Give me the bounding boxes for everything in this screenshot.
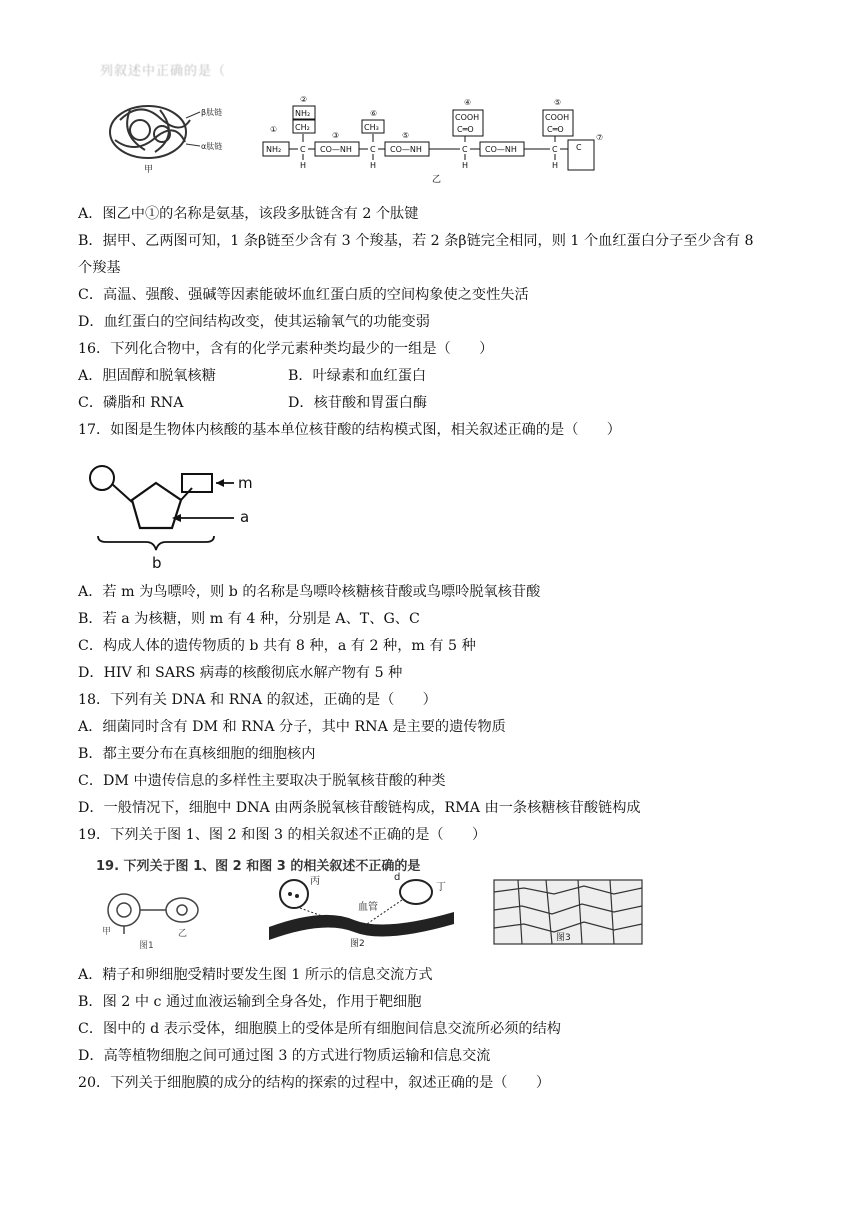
q17-option-c: C．构成人体的遗传物质的 b 共有 8 种，a 有 2 种，m 有 5 种 [78,638,476,654]
q19-option-a: A．精子和卵细胞受精时要发生图 1 所示的信息交流方式 [78,967,433,983]
q15-option-a: A．图乙中①的名称是氨基，该段多肽链含有 2 个肽键 [78,206,419,222]
svg-text:②: ② [300,95,308,104]
brace-b [98,536,214,550]
svg-text:CH₃: CH₃ [364,123,379,132]
svg-text:血管: 血管 [358,902,378,913]
phosphate-group-circle [90,466,114,490]
svg-text:C: C [300,145,306,154]
svg-text:丁: 丁 [436,882,446,893]
svg-text:C: C [576,143,582,152]
svg-text:C═O: C═O [547,125,564,134]
svg-text:NH₂: NH₂ [295,109,311,118]
base-rectangle [182,474,212,492]
q17-option-a: A．若 m 为鸟嘌呤，则 b 的名称是鸟嘌呤核糖核苷酸或鸟嘌呤脱氧核苷酸 [78,584,541,600]
svg-text:NH₂: NH₂ [266,145,282,154]
svg-text:乙: 乙 [178,929,188,939]
q15-option-b-line1: B．据甲、乙两图可知，1 条β链至少含有 3 个羧基，若 2 条β链完全相同，则 1 个血红蛋白分子至少含有 8 [78,233,754,249]
q18-option-b: B．都主要分布在真核细胞的细胞核内 [78,746,316,762]
q15-option-c: C．高温、强酸、强碱等因素能破坏血红蛋白质的空间构象使之变性失活 [78,287,529,303]
q16-option-d: D．核苷酸和胃蛋白酶 [288,395,428,411]
fig-jia-label: 甲 [144,165,154,175]
pentose-pentagon [132,483,181,528]
svg-text:C: C [552,145,558,154]
figure-1 [108,894,198,934]
svg-text:CO—NH: CO—NH [390,145,422,154]
svg-text:CH₂: CH₂ [295,123,310,132]
q16-option-c: C．磷脂和 RNA [78,395,184,411]
q19-stem: 19．下列关于图 1、图 2 和图 3 的相关叙述不正确的是（ ） [78,827,487,843]
figure-hemoglobin-peptide [100,90,620,190]
fig19-header: 19. 下列关于图 1、图 2 和图 3 的相关叙述不正确的是 [96,859,421,874]
fig-yi-label: 乙 [432,175,442,185]
svg-text:C: C [370,145,376,154]
q20-stem: 20．下列关于细胞膜的成分的结构的探索的过程中，叙述正确的是（ ） [78,1075,551,1091]
svg-text:d: d [394,872,401,883]
peptide-chain [263,95,603,185]
svg-text:⑦: ⑦ [596,133,604,142]
label-b: b [152,554,162,572]
svg-text:CO—NH: CO—NH [485,145,517,154]
q17-stem: 17．如图是生物体内核酸的基本单位核苷酸的结构模式图，相关叙述正确的是（ ） [78,422,621,438]
svg-text:COOH: COOH [545,113,570,122]
q19-option-c: C．图中的 d 表示受体，细胞膜上的受体是所有细胞间信息交流所必须的结构 [78,1021,561,1037]
svg-text:CO—NH: CO—NH [320,145,352,154]
q19-option-b: B．图 2 中 c 通过血液运输到全身各处，作用于靶细胞 [78,994,422,1010]
svg-text:⑥: ⑥ [370,109,378,118]
svg-text:H: H [300,161,307,170]
beta-chain-label: β肽链 [201,108,223,117]
fig3-label: 图3 [556,933,571,943]
label-m: m [238,474,253,492]
svg-text:H: H [462,161,469,170]
q18-option-a: A．细菌同时含有 DM 和 RNA 分子，其中 RNA 是主要的遗传物质 [78,719,506,735]
svg-text:⑤: ⑤ [554,98,562,107]
svg-text:⑤: ⑤ [402,131,410,140]
figure-cell-communication [94,852,646,952]
q17-option-b: B．若 a 为核糖，则 m 有 4 种，分别是 A、T、G、C [78,611,420,627]
q16-option-a: A．胆固醇和脱氧核糖 [78,368,216,384]
svg-text:①: ① [270,125,278,134]
svg-text:C: C [462,145,468,154]
svg-text:H: H [552,161,559,170]
svg-text:COOH: COOH [455,113,480,122]
q19-option-d: D．高等植物细胞之间可通过图 3 的方式进行物质运输和信息交流 [78,1048,491,1064]
svg-text:C═O: C═O [457,125,474,134]
svg-text:H: H [370,161,377,170]
label-a: a [240,508,250,526]
q16-option-b: B．叶绿素和血红蛋白 [288,368,427,384]
alpha-chain-label: α肽链 [201,142,223,151]
figure-nucleotide [84,450,284,575]
q17-option-d: D．HIV 和 SARS 病毒的核酸彻底水解产物有 5 种 [78,665,403,681]
fig1-label: 图1 [139,941,154,951]
svg-text:丙: 丙 [310,876,320,887]
svg-text:③: ③ [332,131,340,140]
svg-text:④: ④ [464,98,472,107]
svg-text:甲: 甲 [102,927,112,937]
cropped-question-fragment: 列叙述中正确的是（ [100,64,227,79]
q18-option-c: C．DM 中遗传信息的多样性主要取决于脱氧核苷酸的种类 [78,773,446,789]
q18-stem: 18．下列有关 DNA 和 RNA 的叙述，正确的是（ ） [78,692,437,708]
q15-option-b-line2: 个羧基 [78,260,121,276]
q18-option-d: D．一般情况下，细胞中 DNA 由两条脱氧核苷酸链构成，RMA 由一条核糖核苷酸链构成 [78,800,641,816]
q16-stem: 16．下列化合物中，含有的化学元素种类均最少的一组是（ ） [78,341,494,357]
q15-option-d: D．血红蛋白的空间结构改变，使其运输氧气的功能变弱 [78,314,430,330]
hemoglobin-illustration [110,106,190,158]
fig2-label: 图2 [350,939,365,949]
